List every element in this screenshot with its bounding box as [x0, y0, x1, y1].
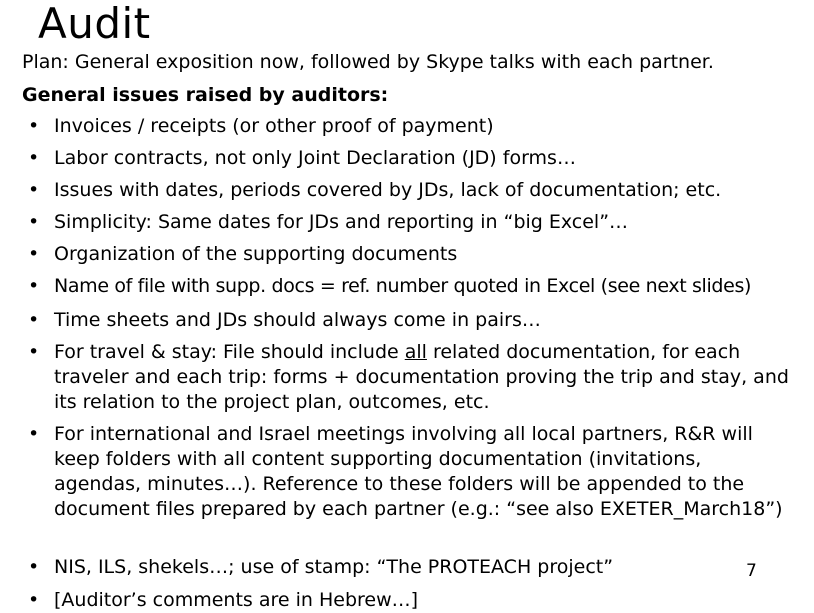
issues-heading: General issues raised by auditors: [22, 84, 389, 106]
slide-title: Audit [38, 0, 151, 48]
bullet-icon: • [28, 243, 40, 265]
page-number: 7 [746, 561, 757, 581]
travel-text-after: related documentation, for each traveler and each trip: forms + documentation proving the trip and stay, and its relation to the project plan, outcomes, etc. [54, 341, 789, 413]
list-item-text: Invoices / receipts (or other proof of payment) [54, 115, 494, 137]
bullet-icon: • [28, 556, 40, 578]
bullet-icon: • [28, 179, 40, 201]
travel-text-before: For travel & stay: File should include [54, 341, 405, 363]
plan-text: : General exposition now, followed by Skype talks with each partner. [62, 51, 714, 73]
list-item-text: Name of file with supp. docs = ref. number quoted in Excel (see next slides) [54, 275, 752, 297]
bullet-icon: • [28, 341, 40, 363]
plan-line [22, 50, 714, 74]
bullet-icon: • [28, 423, 40, 445]
travel-text-underlined: all [404, 341, 427, 363]
bullet-icon: • [28, 211, 40, 233]
list-item-text: Issues with dates, periods covered by JDs, lack of documentation; etc. [54, 179, 722, 201]
list-item-text: NIS, ILS, shekels…; use of stamp: “The PROTEACH project” [54, 556, 614, 578]
bullet-icon: • [28, 275, 40, 297]
bullet-icon: • [28, 589, 40, 611]
list-item-text: Organization of the supporting documents [54, 243, 458, 265]
list-item-text: Time sheets and JDs should always come in pairs… [54, 309, 541, 331]
plan-label: Plan [22, 51, 63, 73]
list-item-text [54, 340, 794, 415]
list-item-text: For international and Israel meetings involving all local partners, R&R will keep folders with all content supporting documentation (invitations, agendas, minutes…). Reference to these folders will be appended to the document files prepared by each partner (e.g.: “see also EXETER_March18”) [54, 423, 783, 520]
list-item-text: Labor contracts, not only Joint Declaration (JD) forms… [54, 147, 576, 169]
bullet-icon: • [28, 309, 40, 331]
list-item-text: [Auditor’s comments are in Hebrew…] [54, 589, 419, 611]
bullet-icon: • [28, 147, 40, 169]
list-item-text: Simplicity: Same dates for JDs and reporting in “big Excel”… [54, 211, 629, 233]
bullet-icon: • [28, 115, 40, 137]
